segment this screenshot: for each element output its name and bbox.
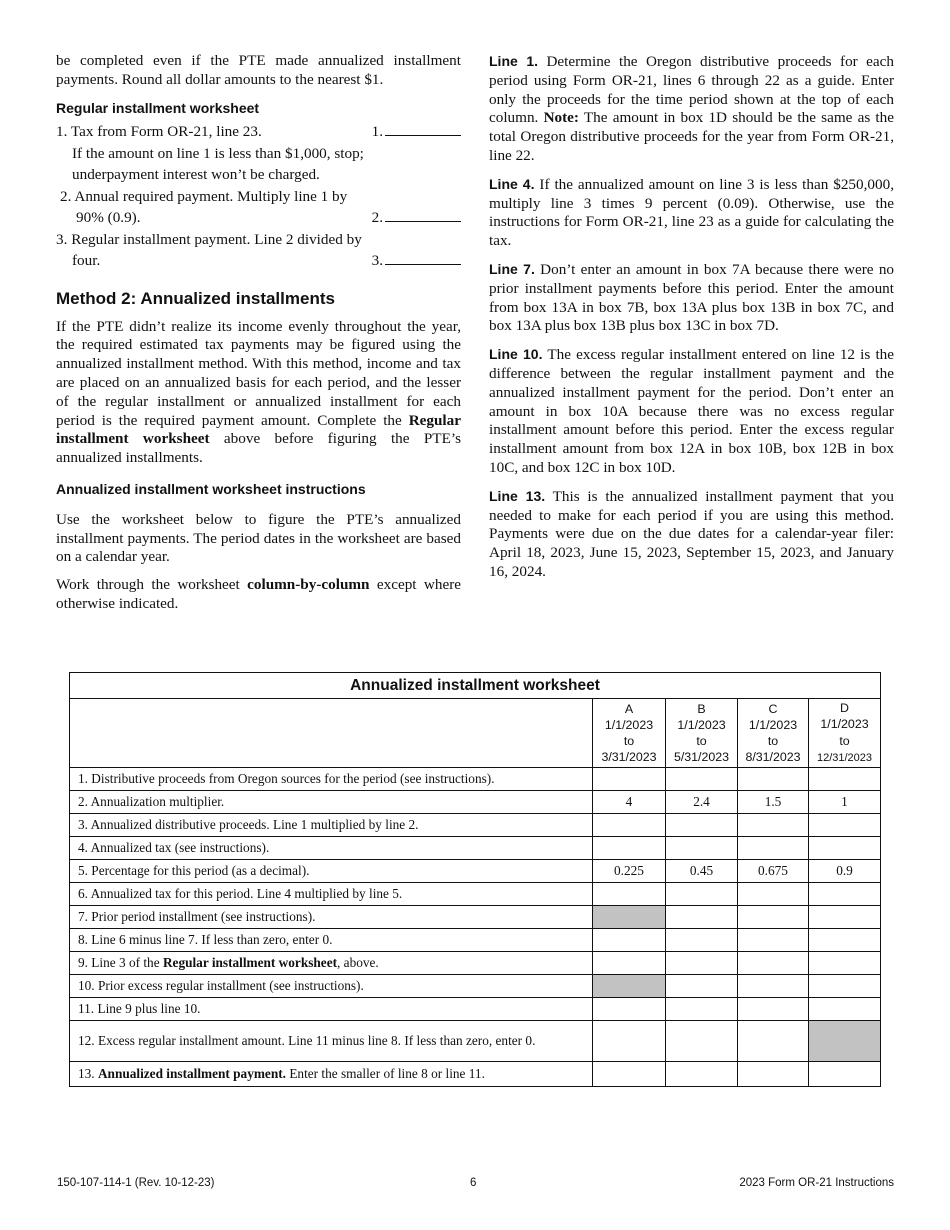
column-header-b: B 1/1/2023 to 5/31/2023 xyxy=(666,699,738,768)
cell-11b[interactable] xyxy=(666,998,738,1021)
regular-item-1-text: 1. Tax from Form OR-21, line 23. xyxy=(56,123,262,141)
table-row-13: 13. Annualized installment payment. Enter the smaller of line 8 or line 11. xyxy=(70,1062,881,1087)
cell-3a[interactable] xyxy=(593,814,666,837)
regular-item-3 xyxy=(56,229,461,272)
cell-13d[interactable] xyxy=(809,1062,881,1087)
line4-label: Line 4. xyxy=(489,175,535,192)
cell-6b[interactable] xyxy=(666,883,738,906)
cell-5d: 0.9 xyxy=(809,860,881,883)
method2-heading: Method 2: Annualized installments xyxy=(56,288,335,308)
line13-label: Line 13. xyxy=(489,487,546,504)
cell-2b: 2.4 xyxy=(666,791,738,814)
footer-page-number: 6 xyxy=(470,1177,477,1189)
table-row-12: 12. Excess regular installment amount. Line 11 minus line 8. If less than zero, enter 0. xyxy=(70,1021,881,1062)
cell-12a[interactable] xyxy=(593,1021,666,1062)
regular-item-note xyxy=(56,143,461,186)
column-by-column-bold: column-by-column xyxy=(247,576,370,594)
cell-9c[interactable] xyxy=(738,952,809,975)
line7-label: Line 7. xyxy=(489,260,535,277)
cell-9d[interactable] xyxy=(809,952,881,975)
left-column xyxy=(56,52,461,623)
regular-item-2-blank[interactable] xyxy=(385,220,461,222)
table-row-6: 6. Annualized tax for this period. Line 4 multiplied by line 5. xyxy=(70,883,881,906)
instructions-paragraph-1: Use the worksheet below to figure the PTE’s annualized installment payments. The period dates in the worksheet are based on a calendar year. xyxy=(56,510,461,566)
note-label: Note: xyxy=(543,109,579,127)
cell-13c[interactable] xyxy=(738,1062,809,1087)
table-row-1: 1. Distributive proceeds from Oregon sources for the period (see instructions). xyxy=(70,768,881,791)
cell-12b[interactable] xyxy=(666,1021,738,1062)
regular-item-1 xyxy=(56,121,461,143)
cell-10b[interactable] xyxy=(666,975,738,998)
cell-4c[interactable] xyxy=(738,837,809,860)
cell-3c[interactable] xyxy=(738,814,809,837)
instructions-paragraph-2: Work through the worksheet column-by-column except where otherwise indicated. xyxy=(56,576,462,613)
cell-5b: 0.45 xyxy=(666,860,738,883)
table-row-4: 4. Annualized tax (see instructions). xyxy=(70,837,881,860)
cell-1c[interactable] xyxy=(738,768,809,791)
cell-3b[interactable] xyxy=(666,814,738,837)
column-header-d: D 1/1/2023 to 12/31/2023 xyxy=(809,699,881,768)
cell-11d[interactable] xyxy=(809,998,881,1021)
cell-5a: 0.225 xyxy=(593,860,666,883)
table-row-8: 8. Line 6 minus line 7. If less than zero, enter 0. xyxy=(70,929,881,952)
cell-1d[interactable] xyxy=(809,768,881,791)
instructions-heading: Annualized installment worksheet instructions xyxy=(56,481,366,498)
cell-6c[interactable] xyxy=(738,883,809,906)
cell-2d: 1 xyxy=(809,791,881,814)
line1-label: Line 1. xyxy=(489,53,538,69)
cell-4b[interactable] xyxy=(666,837,738,860)
regular-item-2 xyxy=(56,186,461,229)
table-row-3: 3. Annualized distributive proceeds. Line 1 multiplied by line 2. xyxy=(70,814,881,837)
line7-instruction: Line 7. Don’t enter an amount in box 7A because there were no prior installment payments before this period. Enter the amount from box 13A in box 7B, box 13A plus box 13B in box 7C, and box 13A plus box 13B plus box 13C in box 7D. xyxy=(489,260,895,335)
column-header-a: A 1/1/2023 to 3/31/2023 xyxy=(593,699,666,768)
cell-8c[interactable] xyxy=(738,929,809,952)
cell-13a[interactable] xyxy=(593,1062,666,1087)
footer-doc-title: 2023 Form OR-21 Instructions xyxy=(739,1177,894,1189)
cell-1b[interactable] xyxy=(666,768,738,791)
cell-11c[interactable] xyxy=(738,998,809,1021)
table-row-9: 9. Line 3 of the Regular installment worksheet, above. xyxy=(70,952,881,975)
table-row-10: 10. Prior excess regular installment (see instructions). xyxy=(70,975,881,998)
cell-12c[interactable] xyxy=(738,1021,809,1062)
cell-7d[interactable] xyxy=(809,906,881,929)
cell-2c: 1.5 xyxy=(738,791,809,814)
cell-9a[interactable] xyxy=(593,952,666,975)
cell-1a[interactable] xyxy=(593,768,666,791)
line13-instruction: Line 13. This is the annualized installment payment that you needed to make for each period if you are using this method. Payments were due on the due dates for a calendar-year filer: April 18, 2023, June 15, 2023, September 15, 2023, and January 16, 2024. xyxy=(489,487,894,580)
cell-6d[interactable] xyxy=(809,883,881,906)
cell-4a[interactable] xyxy=(593,837,666,860)
intro-paragraph: be completed even if the PTE made annualized installment payments. Round all dollar amounts to the nearest $1. xyxy=(56,52,461,88)
cell-5c: 0.675 xyxy=(738,860,809,883)
table-row-5: 5. Percentage for this period (as a decimal). 0.225 0.45 0.675 0.9 xyxy=(70,860,881,883)
column-header-c: C 1/1/2023 to 8/31/2023 xyxy=(738,699,809,768)
line10-label: Line 10. xyxy=(489,346,543,363)
regular-item-note-text: If the amount on line 1 is less than $1,000, stop; underpayment interest won’t be charged. xyxy=(72,144,364,184)
regular-item-2-num: 2. xyxy=(371,209,383,227)
worksheet-title: Annualized installment worksheet xyxy=(70,673,881,699)
cell-9b[interactable] xyxy=(666,952,738,975)
regular-worksheet-heading: Regular installment worksheet xyxy=(56,99,260,116)
method2-bold-ref: Regular installment worksheet xyxy=(56,411,461,448)
cell-10c[interactable] xyxy=(738,975,809,998)
line1-instruction: Line 1. Determine the Oregon distributive proceeds for each period using Form OR-21, lines 6 through 22 as a guide. Enter only the proceeds for the time period shown at the top of each column. Note: The amount in box 1D should be the same as the total Oregon distributive proceeds for the year from Form OR-21, line 22. xyxy=(489,53,894,164)
cell-6a[interactable] xyxy=(593,883,666,906)
regular-item-3-blank[interactable] xyxy=(385,263,461,265)
cell-7c[interactable] xyxy=(738,906,809,929)
cell-2a: 4 xyxy=(593,791,666,814)
regular-item-3-text: 3. Regular installment payment. Line 2 divided by four. xyxy=(56,230,362,270)
regular-item-3-num: 3. xyxy=(371,252,383,270)
footer-form-number: 150-107-114-1 (Rev. 10-12-23) xyxy=(57,1177,215,1189)
cell-7a-shaded xyxy=(593,906,666,929)
regular-item-1-blank[interactable] xyxy=(385,134,461,136)
cell-8b[interactable] xyxy=(666,929,738,952)
cell-7b[interactable] xyxy=(666,906,738,929)
annualized-installment-worksheet xyxy=(69,672,881,1087)
cell-4d[interactable] xyxy=(809,837,881,860)
cell-8a[interactable] xyxy=(593,929,666,952)
line4-instruction: Line 4. If the annualized amount on line 3 is less than $250,000, multiply line 3 times 9 percent (0.09). Otherwise, use the instructions for Form OR-21, line 23 as a guide for calculating the tax. xyxy=(489,175,894,250)
cell-11a[interactable] xyxy=(593,998,666,1021)
cell-13b[interactable] xyxy=(666,1062,738,1087)
right-column xyxy=(489,52,894,591)
cell-10a-shaded xyxy=(593,975,666,998)
cell-12d-shaded xyxy=(809,1021,881,1062)
line10-instruction: Line 10. The excess regular installment entered on line 12 is the difference between the regular installment payment and the annualized installment payment for the period. Don’t enter an amount in box 10A because there was no excess regular installment amount before this period. Enter the excess regular installment amount from box 12A in box 10B, box 12B in box 10C, and box 12C in box 10D. xyxy=(489,346,895,476)
header-blank xyxy=(70,699,593,768)
method2-paragraph: If the PTE didn’t realize its income evenly throughout the year, the required estimated tax payments may be figured using the annualized installment method. With this method, income and tax are placed on an annualized basis for each period, and the lesser of the regular installment or annualized installment for each period is the required payment amount. Complete the Regular installment worksheet above before figuring the PTE’s annualized installments. xyxy=(56,317,461,467)
cell-8d[interactable] xyxy=(809,929,881,952)
regular-item-1-num: 1. xyxy=(371,123,383,141)
table-row-7: 7. Prior period installment (see instructions). xyxy=(70,906,881,929)
table-row-2: 2. Annualization multiplier. 4 2.4 1.5 1 xyxy=(70,791,881,814)
table-row-11: 11. Line 9 plus line 10. xyxy=(70,998,881,1021)
cell-10d[interactable] xyxy=(809,975,881,998)
cell-3d[interactable] xyxy=(809,814,881,837)
regular-item-2-text: 2. Annual required payment. Multiply line 1 by 90% (0.9). xyxy=(60,187,348,227)
